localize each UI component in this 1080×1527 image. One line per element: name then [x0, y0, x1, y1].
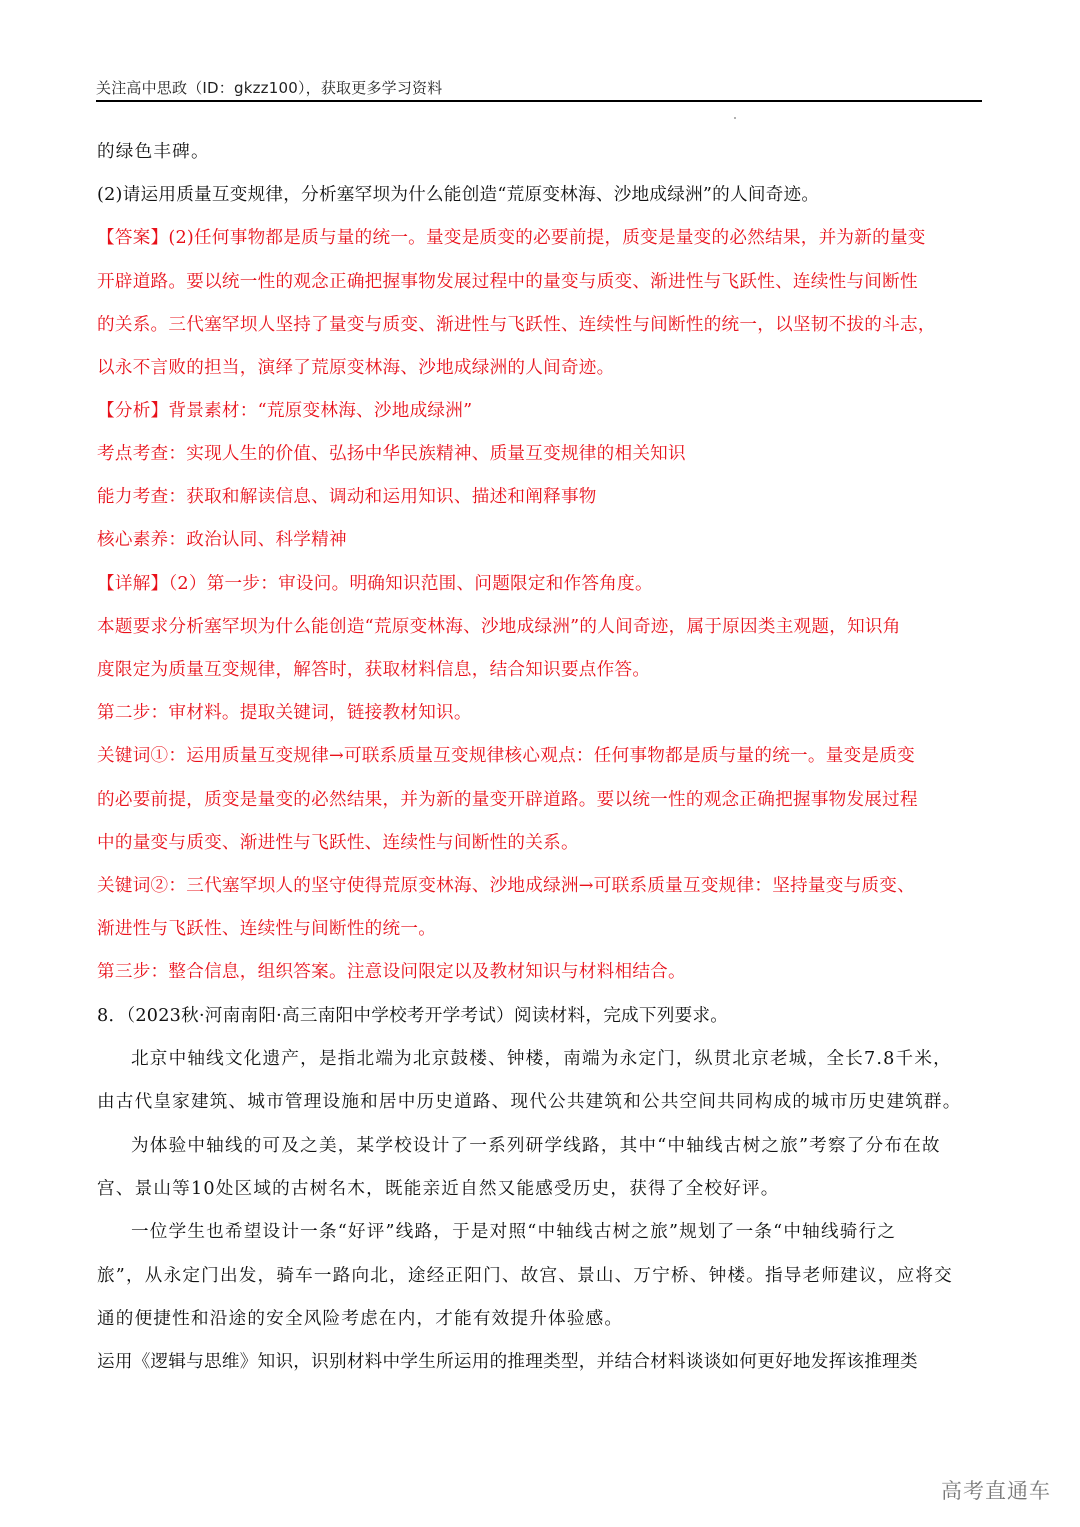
continuation-text: 的绿色丰碑。: [97, 142, 210, 162]
header-text: 关注高中思政（ID：gkzz100），获取更多学习资料: [96, 79, 443, 97]
detail-step2: 第二步：审材料。提取关键词，链接教材知识。: [97, 703, 472, 723]
material-paragraph: 通的便捷性和沿途的安全风险考虑在内，才能有效提升体验感。: [97, 1309, 624, 1329]
keyword-1: 关键词①：运用质量互变规律→可联系质量互变规律核心观点：任何事物都是质与量的统一。量变是质变: [97, 746, 915, 766]
keyword-2: 渐进性与飞跃性、连续性与间断性的统一。: [97, 919, 437, 939]
detail-step1-body: 度限定为质量互变规律，解答时，获取材料信息，结合知识要点作答。: [97, 660, 651, 680]
analysis-literacy: 核心素养：政治认同、科学精神: [97, 530, 347, 550]
material-paragraph: 旅”，从永定门出发，骑车一路向北，途经正阳门、故宫、景山、万宁桥、钟楼。指导老师建议，应将交: [97, 1266, 953, 1286]
material-paragraph: 宫、景山等10处区域的古树名木，既能亲近自然又能感受历史，获得了全校好评。: [97, 1179, 780, 1199]
answer-line: 开辟道路。要以统一性的观念正确把握事物发展过程中的量变与质变、渐进性与飞跃性、连续性与间断性: [97, 272, 918, 292]
stray-dot: [734, 117, 736, 119]
keyword-2: 关键词②：三代塞罕坝人的坚守使得荒原变林海、沙地成绿洲→可联系质量互变规律：坚持量变与质变、: [97, 876, 915, 896]
keyword-1: 的必要前提，质变是量变的必然结果，并为新的量变开辟道路。要以统一性的观念正确把握事物发展过程: [97, 790, 918, 810]
answer-line: 【答案】(2)任何事物都是质与量的统一。量变是质变的必要前提，质变是量变的必然结果，并为新的量变: [97, 228, 926, 248]
material-paragraph: 由古代皇家建筑、城市管理设施和居中历史道路、现代公共建筑和公共空间共同构成的城市历史建筑群。: [97, 1092, 962, 1112]
analysis-ability: 能力考查：获取和解读信息、调动和运用知识、描述和阐释事物: [97, 487, 597, 507]
detail-step3: 第三步：整合信息，组织答案。注意设问限定以及教材知识与材料相结合。: [97, 962, 686, 982]
analysis-knowledge: 考点考查：实现人生的价值、弘扬中华民族精神、质量互变规律的相关知识: [97, 444, 686, 464]
analysis-background: 【分析】背景素材：“荒原变林海、沙地成绿洲”: [97, 401, 473, 421]
answer-line: 以永不言败的担当，演绎了荒原变林海、沙地成绿洲的人间奇迹。: [97, 358, 615, 378]
answer-line: 的关系。三代塞罕坝人坚持了量变与质变、渐进性与飞跃性、连续性与间断性的统一，以坚韧不拔的斗志，: [97, 315, 936, 335]
material-paragraph: 一位学生也希望设计一条“好评”线路，于是对照“中轴线古树之旅”规划了一条“中轴线骑行之: [131, 1222, 897, 1242]
page-header: [96, 76, 982, 102]
watermark-text: 高考直通车: [941, 1479, 1051, 1503]
keyword-1: 中的量变与质变、渐进性与飞跃性、连续性与间断性的关系。: [97, 833, 579, 853]
question-8-title: 8．（2023秋·河南南阳·高三南阳中学校考开学考试）阅读材料，完成下列要求。: [97, 1006, 729, 1026]
detail-step1-body: 本题要求分析塞罕坝为什么能创造“荒原变林海、沙地成绿洲”的人间奇迹，属于原因类主观题，知识角: [97, 617, 901, 637]
detail-step1: 【详解】（2）第一步：审设问。明确知识范围、问题限定和作答角度。: [97, 574, 653, 594]
material-paragraph: 为体验中轴线的可及之美，某学校设计了一系列研学线路，其中“中轴线古树之旅”考察了分布在故: [131, 1136, 941, 1156]
material-paragraph: 北京中轴线文化遗产，是指北端为北京鼓楼、钟楼，南端为永定门，纵贯北京老城，全长7.8千米，: [131, 1049, 952, 1069]
question-2: (2)请运用质量互变规律，分析塞罕坝为什么能创造“荒原变林海、沙地成绿洲”的人间奇迹。: [97, 185, 820, 205]
question-8-prompt: 运用《逻辑与思维》知识，识别材料中学生所运用的推理类型，并结合材料谈谈如何更好地发挥该推理类: [97, 1352, 918, 1372]
